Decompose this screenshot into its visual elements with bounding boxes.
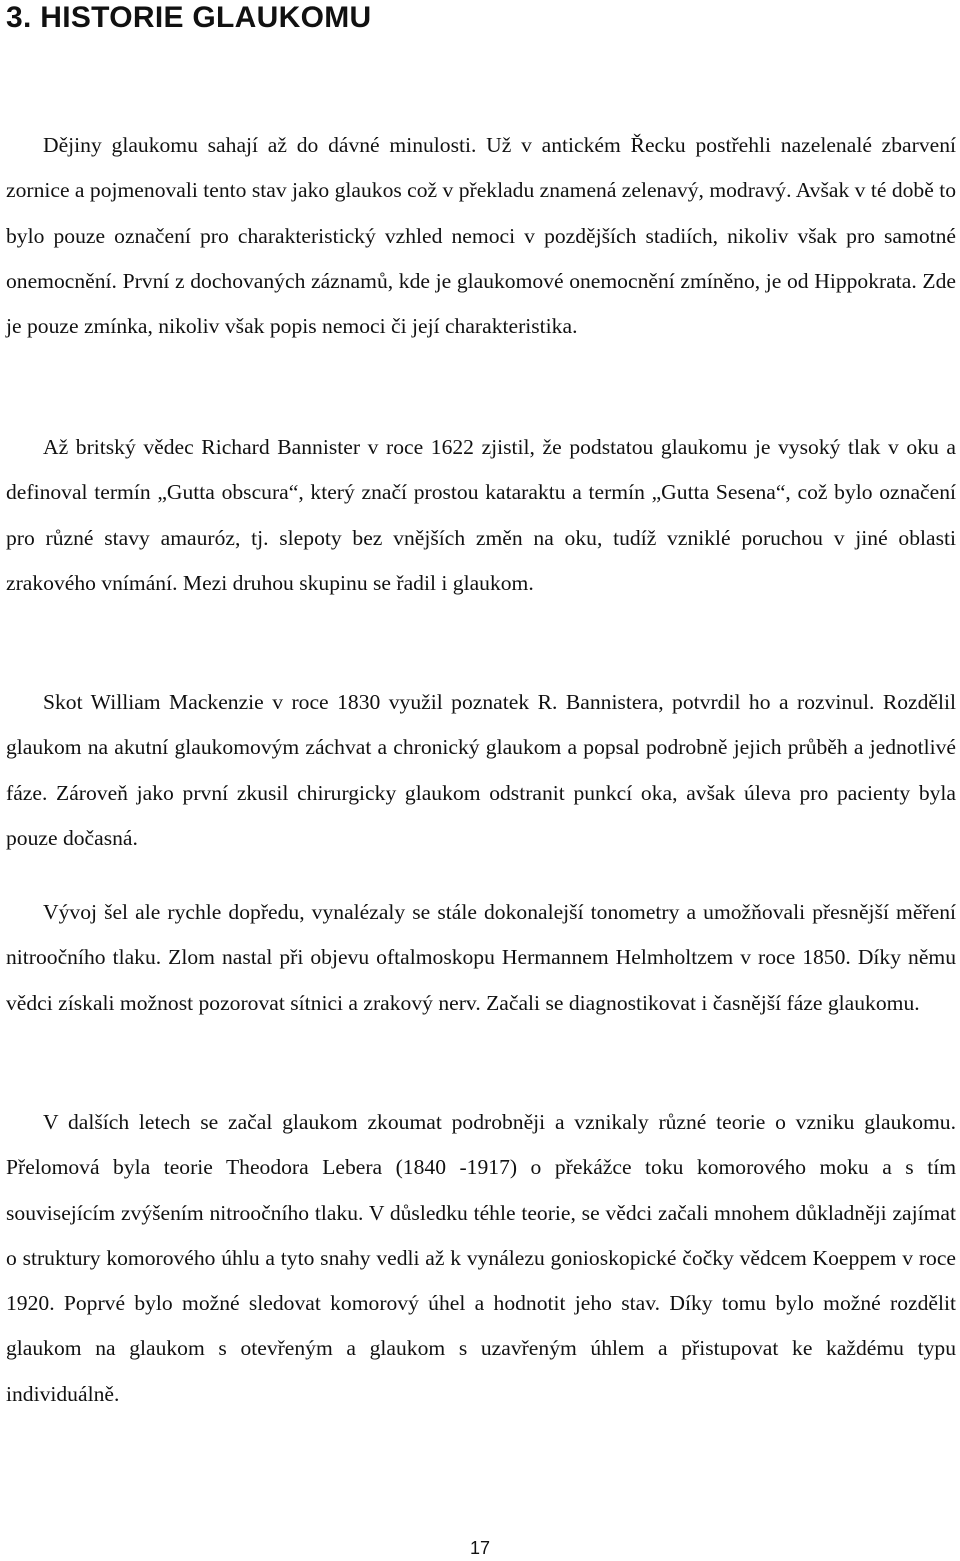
paragraph-tonometry-ophthalmoscope: Vývoj šel ale rychle dopředu, vynalézaly se stále dokonalejší tonometry a umožňovali přesnější měření nitroočního tlaku. Zlom nastal při objevu oftalmoskopu Hermannem Helmholtzem v roce 1850. Díky němu vědci získali možnost pozorovat sítnici a zrakový nerv. Začali se diagnostikovat i časnější fáze glaukomu. — [6, 900, 956, 1015]
paragraph-bannister: Až britský vědec Richard Bannister v roce 1622 zjistil, že podstatou glaukomu je vysoký tlak v oku a definoval termín „Gutta obscura“, který značí prostou kataraktu a termín „Gutta Sesena“, což bylo označení pro různé stavy amauróz, tj. slepoty bez vnějších změn na oku, tudíž vzniklé poruchou v jiné oblasti zrakového vnímání. Mezi druhou skupinu se řadil i glaukom. — [6, 435, 956, 595]
paragraph-mackenzie: Skot William Mackenzie v roce 1830 využil poznatek R. Bannistera, potvrdil ho a rozvinul. Rozdělil glaukom na akutní glaukomovým záchvat a chronický glaukom a popsal podrobně jejich průběh a jednotlivé fáze. Zároveň jako první zkusil chirurgicky glaukom odstranit punkcí oka, avšak úleva pro pacienty byla pouze dočasná. — [6, 690, 956, 850]
page-number: 17 — [469, 1538, 491, 1558]
paragraph-leber-koeppe: V dalších letech se začal glaukom zkoumat podrobněji a vznikaly různé teorie o vzniku glaukomu. Přelomová byla teorie Theodora Lebera (1840 -1917) o překážce toku komorového moku a s tím souvisejícím zvýšením nitroočního tlaku. V důsledku téhle teorie, se vědci začali mnohem důkladněji zajímat o struktury komorového úhlu a tyto snahy vedli až k vynálezu gonioskopické čočky vědcem Koeppem v roce 1920. Poprvé bylo možné sledovat komorový úhel a hodnotit jeho stav. Díky tomu bylo možné rozdělit glaukom na glaukom s otevřeným a glaukom s uzavřeným úhlem a přistupovat ke každému typu individuálně. — [6, 1110, 956, 1406]
chapter-heading: 3. HISTORIE GLAUKOMU — [6, 1, 372, 34]
paragraph-ancient-history: Dějiny glaukomu sahají až do dávné minulosti. Už v antickém Řecku postřehli nazelenalé zbarvení zornice a pojmenovali tento stav jako glaukos což v překladu znamená zelenavý, modravý. Avšak v té době to bylo pouze označení pro charakteristický vzhled nemoci v pozdějších stadiích, nikoliv však pro samotné onemocnění. První z dochovaných záznamů, kde je glaukomové onemocnění zmíněno, je od Hippokrata. Zde je pouze zmínka, nikoliv však popis nemoci či její charakteristika. — [6, 133, 957, 339]
